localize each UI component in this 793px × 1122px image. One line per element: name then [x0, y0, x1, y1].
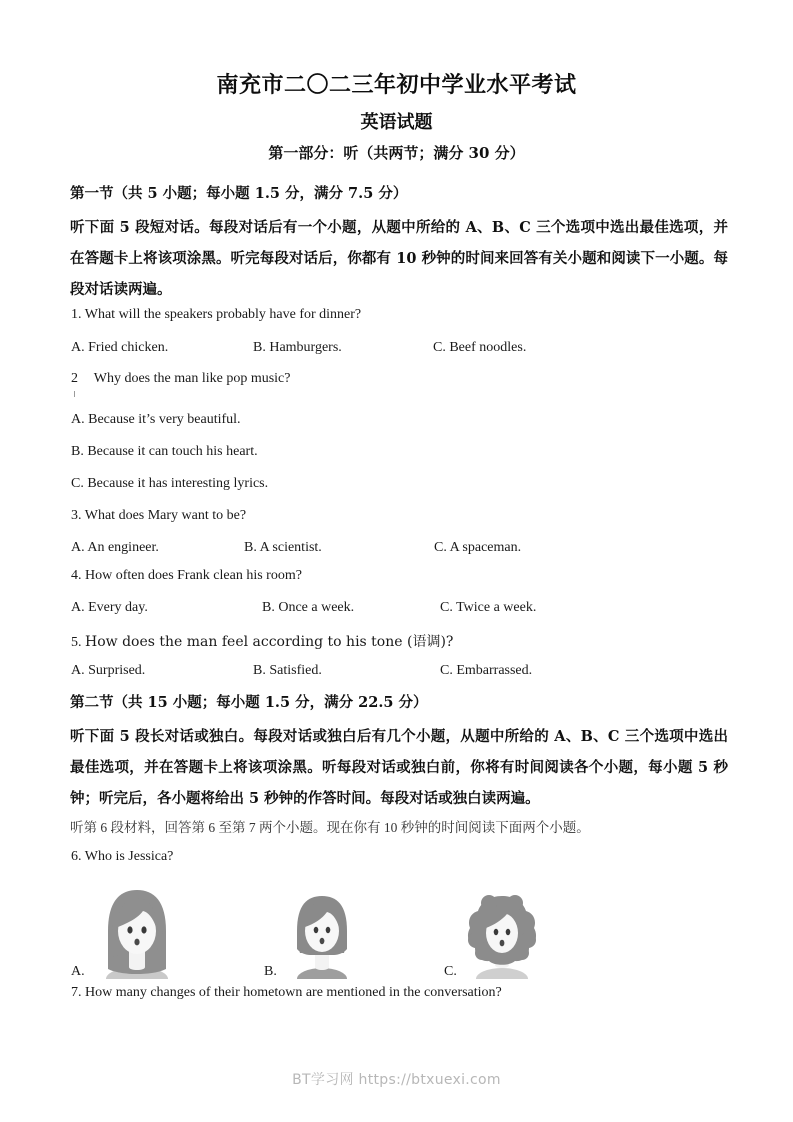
question-6: [71, 849, 173, 865]
listening-material-note: 听第 6 段材料，回答第 6 至第 7 两个小题。现在你有 10 秒钟的时间阅读下面两个小题。: [70, 820, 590, 835]
option-label: B.: [244, 540, 257, 555]
question-2: [71, 371, 290, 387]
option-text: An engineer.: [87, 540, 159, 555]
option-text: A spaceman.: [449, 540, 522, 555]
question-7-number: 7.: [71, 985, 82, 1000]
site-watermark: BT学习网 https://btxuexi.com: [292, 1072, 501, 1088]
question-5-text: How does the man feel according to his tone (语调)?: [85, 634, 454, 650]
question-6-option-c-label: C.: [444, 964, 457, 979]
question-7-text: How many changes of their hometown are mentioned in the conversation?: [85, 985, 502, 1000]
part-one-heading: 第一部分：听（共两节；满分 30 分）: [268, 144, 525, 162]
question-4-option-c[interactable]: [440, 600, 536, 616]
question-4: [71, 568, 302, 584]
question-4-option-a[interactable]: [71, 600, 148, 616]
question-1-option-a[interactable]: [71, 340, 168, 356]
option-label: A.: [71, 412, 85, 427]
question-2-number: 2: [71, 371, 78, 386]
option-label: C.: [440, 663, 453, 678]
option-label: C.: [433, 340, 446, 355]
question-1-option-b[interactable]: [253, 340, 342, 356]
option-text: Every day.: [88, 600, 148, 615]
portrait-curly-hair-icon[interactable]: [462, 893, 542, 984]
question-6-option-b-label: B.: [264, 964, 277, 979]
option-text: Because it has interesting lyrics.: [87, 476, 269, 491]
option-label: B.: [262, 600, 275, 615]
portrait-long-straight-hair-icon[interactable]: [98, 887, 176, 984]
question-1: [71, 307, 361, 323]
question-6-number: 6.: [71, 849, 82, 864]
option-label: B.: [253, 340, 266, 355]
question-2-text: Why does the man like pop music?: [93, 371, 291, 386]
question-1-option-c[interactable]: [433, 340, 526, 356]
option-label: A.: [71, 540, 85, 555]
option-label: A.: [71, 600, 85, 615]
question-2-option-c[interactable]: [71, 476, 268, 492]
question-7: [71, 985, 502, 1001]
option-text: Hamburgers.: [269, 340, 342, 355]
option-label: C.: [71, 476, 84, 491]
option-text: Satisfied.: [269, 663, 322, 678]
question-3-number: 3.: [71, 508, 82, 523]
option-text: Twice a week.: [456, 600, 537, 615]
option-text: Because it can touch his heart.: [87, 444, 258, 459]
question-1-text: What will the speakers probably have for dinner?: [84, 307, 362, 322]
question-3-option-b[interactable]: [244, 540, 322, 556]
option-label: A.: [71, 340, 85, 355]
question-3: [71, 508, 246, 524]
portrait-short-bob-hair-icon[interactable]: [288, 891, 356, 984]
section-two-instructions: 听下面 5 段长对话或独白。每段对话或独白后有几个小题，从题中所给的 A、B、C 三个选项中选出最佳选项，并在答题卡上将该项涂黑。听每段对话或独白前，你将有时间阅读各个小题，每小题 5 秒钟；听完后，各小题将给出 5 秒钟的作答时间。每段对话或独白读两遍。: [70, 728, 728, 807]
option-text: A scientist.: [259, 540, 322, 555]
question-1-number: 1.: [71, 307, 82, 322]
section-one-heading: 第一节（共 5 小题；每小题 1.5 分，满分 7.5 分）: [70, 185, 408, 202]
question-3-text: What does Mary want to be?: [84, 508, 247, 523]
option-label: A.: [71, 663, 85, 678]
option-label: B.: [71, 444, 84, 459]
question-3-option-c[interactable]: [434, 540, 521, 556]
page-subtitle: 英语试题: [360, 112, 433, 133]
question-5-option-a[interactable]: [71, 663, 145, 679]
question-4-option-b[interactable]: [262, 600, 354, 616]
question-6-option-a-label: A.: [71, 964, 85, 979]
option-text: Embarrassed.: [456, 663, 533, 678]
option-label: C.: [440, 600, 453, 615]
section-one-instructions: 听下面 5 段短对话。每段对话后有一个小题，从题中所给的 A、B、C 三个选项中选出最佳选项，并在答题卡上将该项涂黑。听完每段对话后，你都有 10 秒钟的时间来回答有关小题和阅读下一小题。每段对话读两遍。: [70, 219, 728, 298]
option-text: Once a week.: [278, 600, 355, 615]
question-2-option-a[interactable]: [71, 412, 241, 428]
question-2-option-b[interactable]: [71, 444, 258, 460]
question-5-option-b[interactable]: [253, 663, 322, 679]
stray-scan-mark: [74, 391, 75, 397]
question-5-option-c[interactable]: [440, 663, 532, 679]
option-text: Beef noodles.: [449, 340, 527, 355]
question-5: [71, 631, 453, 651]
question-4-number: 4.: [71, 568, 82, 583]
section-two-heading: 第二节（共 15 小题；每小题 1.5 分，满分 22.5 分）: [70, 694, 428, 711]
question-6-picture-options: [0, 880, 793, 980]
question-5-number: 5.: [71, 635, 82, 650]
question-4-text: How often does Frank clean his room?: [85, 568, 302, 583]
option-text: Because it’s very beautiful.: [88, 412, 241, 427]
option-text: Fried chicken.: [88, 340, 169, 355]
page-title: 南充市二〇二三年初中学业水平考试: [216, 72, 577, 98]
option-text: Surprised.: [88, 663, 146, 678]
option-label: B.: [253, 663, 266, 678]
question-6-text: Who is Jessica?: [84, 849, 174, 864]
question-3-option-a[interactable]: [71, 540, 159, 556]
option-label: C.: [434, 540, 447, 555]
